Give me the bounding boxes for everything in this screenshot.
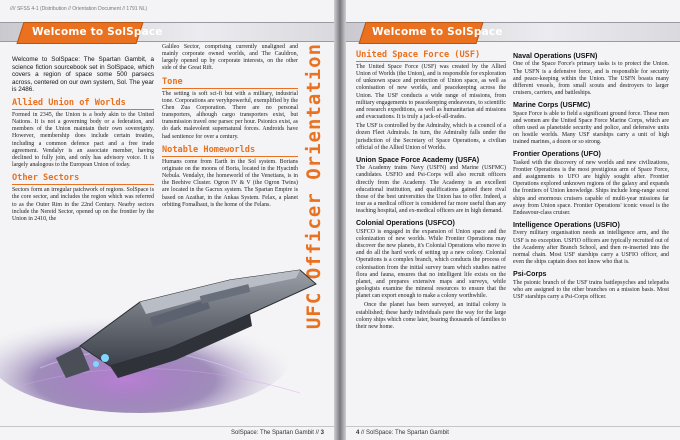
subheading-marines: Marine Corps (USFMC) [513, 101, 591, 110]
left-page [0, 0, 334, 440]
left-col-1 [12, 56, 154, 225]
running-head: //// SFSS 4-1 (Distribution // Orientation Document // 1791 NL) [10, 6, 148, 12]
right-page [346, 0, 680, 440]
section-text-allied-union: Formed in 2345, the Union is a body akin to the United Nations. It is not a governing body or a federation, and members of the Union maintain their own sovereignty. However, membership does include certain treaties, including a common defence pact and a free trade agreement. Vendalyr is an associate member, having declined to fully join, and only has advisory voice. It is largely analogous to the European Union of today. [12, 111, 154, 169]
subheading-naval: Naval Operations (USFN) [513, 52, 598, 60]
text-academy: The Academy trains Navy (USFN) and Marine (USFMC) candidates. USFIO and Psi-Corps will also recruit officers directly from the Academy. The Academy is an excellent educational institution, and qualifications gained there rival those of the best universities the Union has to offer. Indeed, a tour as a medical officer is considered far more useful than any teaching hospital, and ex-medical officers are in high demand. [356, 165, 506, 215]
left-footer-rule [0, 426, 334, 427]
page-number: 4 [356, 430, 360, 436]
left-banner [0, 22, 334, 42]
vertical-title-text: UFC Officer Orientation [303, 42, 325, 330]
starship-illustration [0, 218, 334, 418]
section-heading-usf: United Space Force (USF) [356, 50, 506, 62]
subheading-frontier: Frontier Operations (UFO) [513, 150, 601, 159]
text-intelligence: Every military organisation needs an intelligence arm, and the USF is no exception. USFIO officers are typically recruited out of the Academy after Branch School, and then re-inserted into the normal chain. Most USF starships carry a USFIO officer, and even the ships captain does not know who that is. [513, 230, 669, 266]
left-col-2 [162, 44, 298, 211]
subheading-psi-corps: Psi-Corps [513, 270, 547, 279]
footer-separator: // [361, 430, 365, 436]
right-col-2 [513, 50, 669, 303]
footer-title: SolSpace: The Spartan Gambit [231, 430, 314, 436]
section-heading-homeworlds: Notable Homeworlds [162, 145, 298, 157]
right-footer-rule [346, 426, 680, 427]
text-colonial: USFCO is engaged in the expansion of Union space and the colonization of new worlds. While Frontier Operations may discover the new planets, it's Colonial Operations who move in and do all the hard work of setting up a new colony. Colonial Operations is a complex branch, which conducts the process of colonisation from the initial survey team which studies native flora and fauna, ensures that no intelligent life exists on the planet, and prepares extensive maps and surveys, while geologists examine the mineral resources to ensure that the planet can export enough to make a colony worthwhile. [356, 228, 506, 300]
book-gutter [334, 0, 346, 440]
left-banner-title: Welcome to SolSpace [32, 26, 163, 38]
section-text-homeworlds: Humans come from Earth in the Sol system. Borians originate on the moons of Boria, located in the Hyacinth Nebula. Vendalyr, the homeworld of the Venetians, is in the Beehive Cluster. Ogron IV & V (the Ogron Twins) are located in the Gacrux system. The Spartan Empire is based on Azathar, in the Ankaa System. Felax, a planet orbiting Fomalhaut, is the home of the Felans. [162, 158, 298, 208]
usf-para-1: The United Space Force (USF) was created by the Allied Union of Worlds (the Union), and is responsible for exploration of unknown space and protection of Union space, as well as colonisation of new worlds, and peacekeeping across the Union. The USF conducts a wide range of missions, from military engagements to peacekeeping endeavours, to scientific and research expeditions, as well as humanitarian aid missions and evacuations. It is truly a jack-of-all-trades. [356, 64, 506, 121]
section-heading-allied-union: Allied Union of Worlds [12, 98, 154, 110]
text-colonial-tail: Once the planet has been surveyed, an initial colony is established; these hardy individuals pave the way for the large colony ships which come later, bearing thousands of families to their new home. [356, 302, 506, 330]
subheading-academy: Union Space Force Academy (USFA) [356, 155, 480, 164]
left-footer [231, 430, 324, 436]
section-heading-tone: Tone [162, 77, 298, 89]
col2-intro: Galileo Sector, comprising currently unaligned and mainly corporate owned worlds, and The Cauldron, largely opened up by corporate interests, on the other side of the Great Rift. [162, 44, 298, 72]
right-banner [346, 22, 680, 42]
footer-title: SolSpace: The Spartan Gambit [366, 430, 449, 436]
right-col-1 [356, 50, 506, 333]
section-heading-other-sectors: Other Sectors [12, 173, 154, 185]
section-text-tone: The setting is soft sci-fi but with a military, industrial tone. Corporations are veryhpowerful, exemplified by the Chen Zua Corporation. There are no personal transporters, although cargo transporters exist, but transmission travel one parsec per hour. Psionics exist, as do dark malevolent supernatural forces. Androids have had sentience for over a century. [162, 90, 298, 140]
page-number: 3 [320, 430, 324, 436]
text-marines: Space Force is able to field a significant ground force. These men and women are the United Space Force Marine Corps, which are often used as planetside security and police, and defensive units on hostile worlds. Many USF starships carry a unit of high trained marines, a dozen or so strong. [513, 110, 669, 146]
intro-paragraph: Welcome to SolSpace: The Spartan Gambit, a science fiction sourcebook set in SolSpace, which covers a region of space some 500 parsecs across, centered on our own system, Sol. The year is 2486. [12, 56, 154, 94]
right-banner-title: Welcome to SolSpace [372, 26, 503, 38]
usf-para-2: The USF is controlled by the Admiralty, which is a council of a dozen Fleet Admirals. In turn, the Admiralty falls under the jurisdiction of the Secretary of Space Operations, a civilian official of the Allied Union of Worlds. [356, 123, 506, 151]
text-psi-corps: The psionic branch of the USF trains battlepsyches and telepaths who are assigned to the other branches on a mission basis. Most USF starships carry a Psi-Corps officer. [513, 279, 669, 300]
text-naval: One of the Space Force's primary tasks is to protect the Union. The USFN is a defensive force, and is responsible for security and peace-keeping within the Union. The USFN boasts many different vessels, from small scouts and destroyers to larger cruisers, carriers, and battleships. [513, 61, 669, 97]
right-footer [356, 430, 449, 436]
subheading-colonial: Colonial Operations (USFCO) [356, 219, 455, 228]
footer-separator: // [315, 430, 319, 436]
section-text-other-sectors: Sectors form an irregular patchwork of regions. SolSpace is the core sector, and includes the region which was referred to as the Outer Rim in the 22nd Century. Nearby sectors include the Nereid Sector, opened up on the frontier by the Union in 2410, the [12, 187, 154, 222]
text-frontier: Tasked with the discovery of new worlds and new civilizations, Frontier Operations is the most prestigious arm of Space Force, and assignments to UFO are highly sought after. Frontier Operations explored unknown regions of the galaxy and expands the frontiers of Union knowledge. Ships include long-range scout ships and enormous cruisers capable of multi-year missions far away from Union space. Frontier Operations' iconic vessel is the Endeavour-class cruiser. [513, 159, 669, 216]
subheading-intelligence: Intelligence Operations (USFIO) [513, 221, 620, 230]
